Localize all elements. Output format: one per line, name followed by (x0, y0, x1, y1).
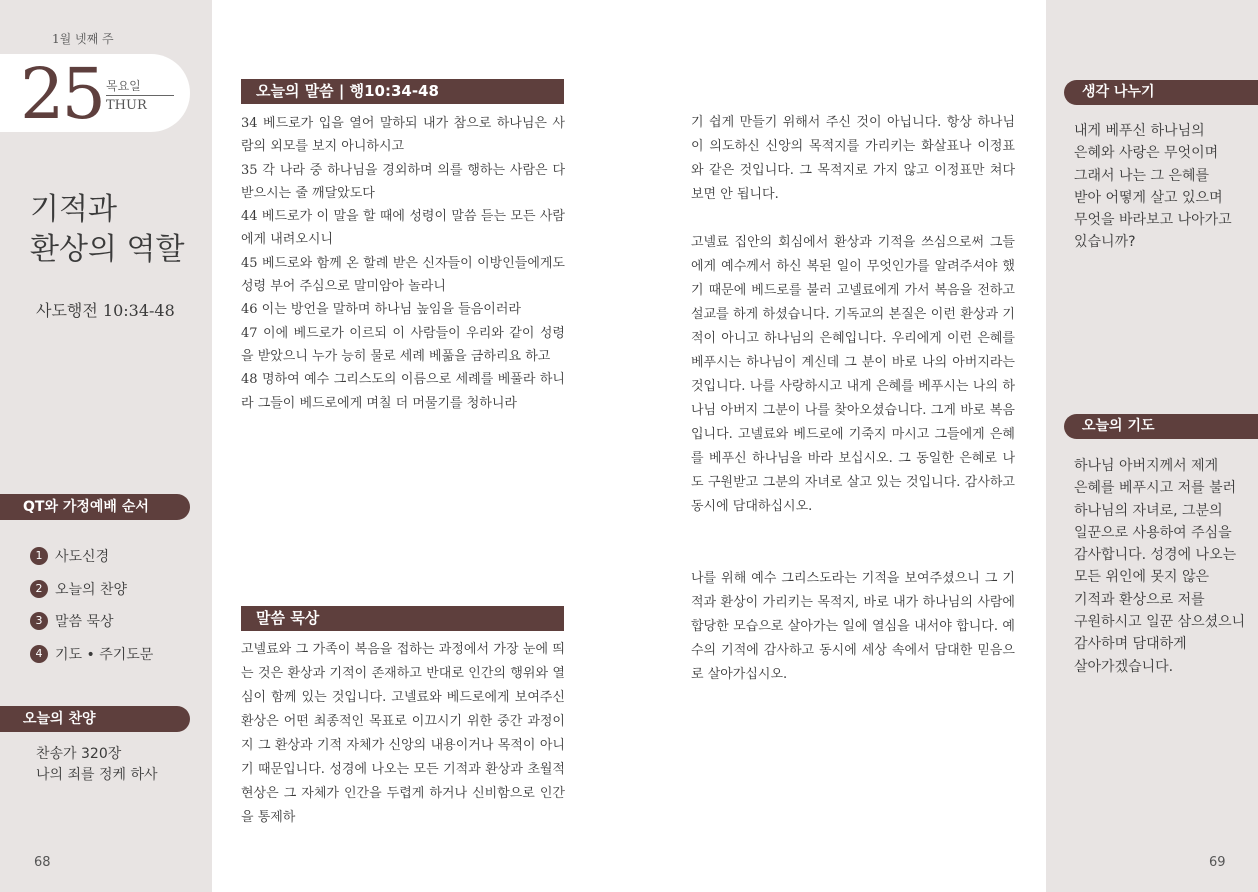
text-line: 일꾼으로 사용하여 주심을 (1074, 524, 1232, 541)
order-item (30, 540, 153, 573)
meditation-paragraph: 기 쉽게 만들기 위해서 주신 것이 아닙니다. 항상 하나님이 의도하신 신앙의 목적지를 가리키는 화살표나 이정표와 같은 것입니다. 그 목적지로 가지 않고 이정표만 쳐다보면 안 됩니다. (691, 115, 1015, 202)
order-item-label: 기도 • 주기도문 (55, 646, 154, 663)
text-line: 하나님 아버지께서 제게 (1074, 458, 1219, 474)
todays-word-heading: 오늘의 말씀 | 행10:34-48 (241, 79, 564, 104)
text-line: 구원하시고 일꾼 삼으셨으니 (1074, 614, 1246, 631)
text-line: 은혜를 베푸시고 저를 불러 (1074, 480, 1237, 497)
date-number: 25 (20, 53, 104, 135)
todays-prayer-heading: 오늘의 기도 (1064, 414, 1258, 439)
order-item-label: 사도신경 (55, 549, 110, 566)
day-korean: 목요일 (106, 79, 141, 93)
day-english: THUR (106, 98, 147, 113)
text-line: 하나님의 자녀로, 그분의 (1074, 502, 1223, 519)
meditation-paragraph: 나를 위해 예수 그리스도라는 기적을 보여주셨으니 그 기적과 환상이 가리키는 목적지, 바로 내가 하나님의 사람에 합당한 모습으로 살아가는 일에 열심을 내서야 합니다. 예수의 기적에 감사하고 동시에 세상 속에서 담대한 믿음으로 살아가십시오. (691, 571, 1015, 682)
text-line: 기적과 환상으로 저를 (1074, 591, 1205, 608)
number-circle-icon: 2 (30, 580, 48, 598)
order-item (30, 573, 153, 606)
order-item (30, 605, 153, 638)
meditation-paragraph: 고넬료와 그 가족이 복음을 접하는 과정에서 가장 눈에 띄는 것은 환상과 기적이 존재하고 반대로 인간의 행위와 열심이 함께 있는 것입니다. 고넬료와 베드로에게 보여주신 환상은 어떤 최종적인 목표로 이끄시기 위한 중간 과정이지 그 환상과 기적 자체가 신앙의 내용이거나 목적이 아니기 때문입니다. 성경에 나오는 모든 기적과 환상과 초월적 현상은 그 자체가 인간을 두렵게 하거나 신비함으로 인간을 통제하 (241, 642, 565, 825)
number-circle-icon: 1 (30, 547, 48, 565)
text-line: 살아가겠습니다. (1074, 658, 1174, 675)
text-line: 있습니까? (1074, 234, 1136, 251)
day-divider (106, 95, 174, 96)
text-line: 은혜와 사랑은 무엇이며 (1074, 145, 1219, 162)
scripture-reference: 사도행전 10:34-48 (36, 301, 175, 320)
verse: 47 이에 베드로가 이르되 이 사람들이 우리와 같이 성령을 받았으니 누가 능히 물로 세례 베풂을 금하리요 하고 (241, 325, 565, 364)
text-line: 무엇을 바라보고 나아가고 (1074, 212, 1232, 229)
think-sharing-text (1074, 120, 1254, 254)
page-number-right: 69 (1209, 855, 1226, 870)
verse: 48 명하여 예수 그리스도의 이름으로 세례를 베풀라 하니라 그들이 베드로에게 며칠 더 머물기를 청하니라 (241, 372, 565, 411)
hymn-title: 나의 죄를 정케 하사 (36, 767, 158, 783)
page-number-left: 68 (34, 855, 51, 870)
week-label: 1월 넷째 주 (52, 32, 114, 46)
prayer-text (1074, 455, 1254, 678)
text-line: 그래서 나는 그 은혜를 (1074, 167, 1210, 184)
text-line: 받아 어떻게 살고 있으며 (1074, 189, 1223, 206)
verse: 44 베드로가 이 말을 할 때에 성령이 말씀 듣는 모든 사람에게 내려오시니 (241, 209, 565, 248)
number-circle-icon: 4 (30, 645, 48, 663)
order-item-label: 오늘의 찬양 (55, 581, 128, 598)
text-line: 감사하며 담대하게 (1074, 636, 1187, 653)
number-circle-icon: 3 (30, 612, 48, 630)
hymn-number: 찬송가 320장 (36, 746, 122, 762)
title-line: 기적과 (30, 192, 117, 227)
meditation-heading: 말씀 묵상 (241, 606, 564, 631)
verse: 45 베드로와 함께 온 할례 받은 신자들이 이방인들에게도 성령 부어 주심으로 말미암아 놀라니 (241, 255, 565, 295)
text-line: 내게 베푸신 하나님의 (1074, 123, 1205, 139)
verse: 46 이는 방언을 말하며 하나님 높임을 들음이러라 (241, 302, 521, 318)
hymn-info (36, 744, 158, 786)
text-line: 감사합니다. 성경에 나오는 (1074, 547, 1237, 564)
title-line: 환상의 역할 (30, 232, 185, 267)
hymn-heading: 오늘의 찬양 (0, 706, 190, 732)
text-line: 모든 위인에 못지 않은 (1074, 569, 1210, 586)
order-item (30, 638, 153, 671)
scripture-verses (241, 112, 565, 415)
think-sharing-heading: 생각 나누기 (1064, 80, 1258, 105)
verse: 34 베드로가 입을 열어 말하되 내가 참으로 하나님은 사람의 외모를 보지 아니하시고 (241, 116, 565, 155)
order-item-label: 말씀 묵상 (55, 614, 114, 631)
worship-order-list (30, 540, 153, 670)
qt-order-heading: QT와 가정예배 순서 (0, 494, 190, 520)
verse: 35 각 나라 중 하나님을 경외하며 의를 행하는 사람은 다 받으시는 줄 깨달았도다 (241, 162, 565, 201)
page-title (30, 190, 184, 270)
meditation-paragraph: 고넬료 집안의 회심에서 환상과 기적을 쓰심으로써 그들에게 예수께서 하신 복된 일이 무엇인가를 알려주셔야 했기 때문에 베드로를 불러 고넬료에게 가서 복음을 전하고 설교를 하게 하셨습니다. 기독교의 본질은 이런 환상과 기적이 아니고 하나님의 은혜입니다. 우리에게 이런 은혜를 베푸시는 하나님이 계신데 그 분이 바로 나의 아버지라는 것입니다. 나를 사랑하시고 내게 은혜를 베푸시는 나의 하나님 아버지 그분이 나를 찾아오셨습니다. 그게 바로 복음입니다. 고넬료와 베드로에 기죽지 마시고 그들에게 은혜를 베푸신 하나님을 바라 보십시오. 그 동일한 은혜로 나도 구원받고 그분의 자녀로 살고 있는 것입니다. 감사하고 동시에 담대하십시오. (691, 235, 1015, 514)
